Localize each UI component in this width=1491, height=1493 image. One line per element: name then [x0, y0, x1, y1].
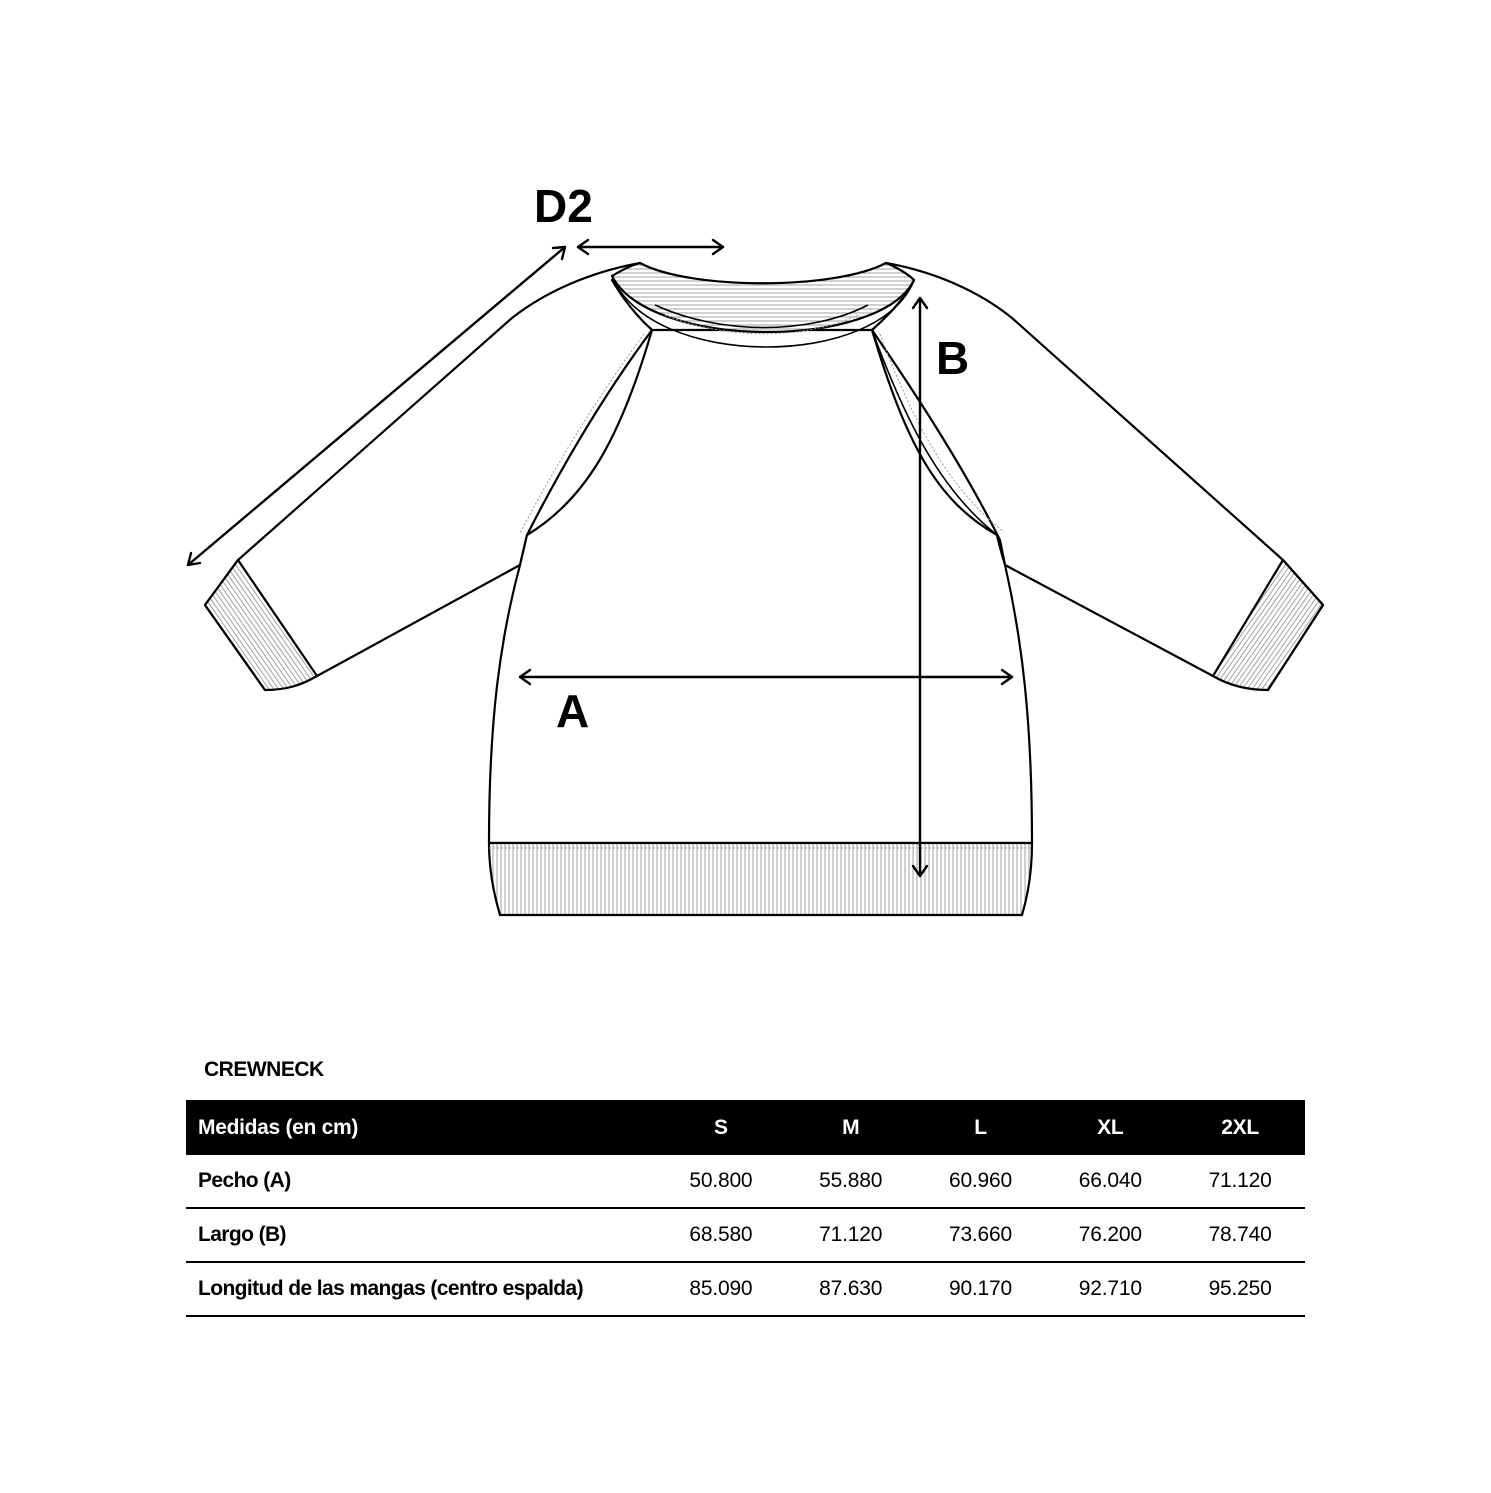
table-cell: 90.170: [916, 1262, 1046, 1316]
hem-rib-band: [489, 843, 1032, 915]
header-measure-label: Medidas (en cm): [186, 1100, 656, 1155]
table-cell: 92.710: [1045, 1262, 1175, 1316]
row-label: Longitud de las mangas (centro espalda): [186, 1262, 656, 1316]
table-row: [186, 1262, 1305, 1316]
row-label: Largo (B): [186, 1208, 656, 1262]
header-size-s: S: [656, 1100, 786, 1155]
table-cell: 85.090: [656, 1262, 786, 1316]
size-chart-table: [186, 1100, 1305, 1317]
table-row: [186, 1208, 1305, 1262]
header-size-m: M: [786, 1100, 916, 1155]
header-size-l: L: [916, 1100, 1046, 1155]
table-cell: 87.630: [786, 1262, 916, 1316]
table-cell: 68.580: [656, 1208, 786, 1262]
table-cell: 76.200: [1045, 1208, 1175, 1262]
d2-neck-arrow: [578, 240, 723, 254]
table-cell: 71.120: [786, 1208, 916, 1262]
table-cell: 78.740: [1175, 1208, 1305, 1262]
table-cell: 71.120: [1175, 1155, 1305, 1208]
table-cell: 73.660: [916, 1208, 1046, 1262]
neck-rib-band: [612, 263, 914, 332]
row-label: Pecho (A): [186, 1155, 656, 1208]
table-cell: 95.250: [1175, 1262, 1305, 1316]
size-chart-title: CREWNECK: [204, 1058, 324, 1081]
label-b: B: [936, 332, 970, 384]
header-size-xl: XL: [1045, 1100, 1175, 1155]
table-header-row: [186, 1100, 1305, 1155]
table-cell: 55.880: [786, 1155, 916, 1208]
header-size-2xl: 2XL: [1175, 1100, 1305, 1155]
table-row: [186, 1155, 1305, 1208]
table-cell: 66.040: [1045, 1155, 1175, 1208]
label-a: A: [556, 685, 590, 737]
table-cell: 60.960: [916, 1155, 1046, 1208]
label-d2: D2: [534, 180, 593, 232]
table-cell: 50.800: [656, 1155, 786, 1208]
